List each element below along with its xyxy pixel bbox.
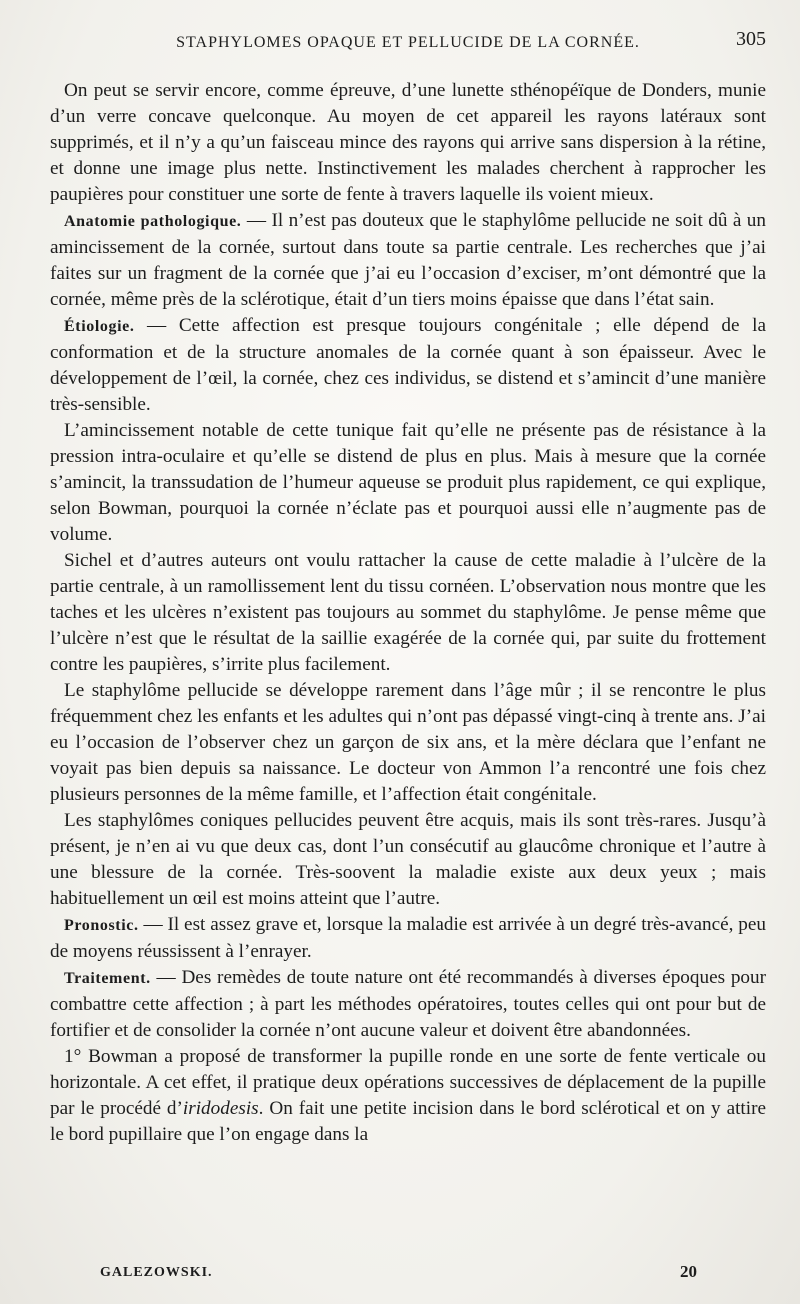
section-heading: Anatomie pathologique. xyxy=(64,213,242,230)
page-footer xyxy=(100,1262,700,1286)
page-number: 305 xyxy=(736,28,766,50)
paragraph-text: . On fait une petite incision dans le bord sclérotical et on y attire le bord pupillaire que l’on engage dans la xyxy=(50,1098,766,1145)
paragraph-etiologie xyxy=(50,313,766,418)
paragraph-anatomie xyxy=(50,208,766,313)
paragraph xyxy=(50,548,766,678)
paragraph-text: — Il n’est pas douteux que le staphylôme pellucide ne soit dû à un amincissement de la cornée, surtout dans toute sa partie centrale. Les recherches que j’ai faites sur un fragment de la cornée que j’ai eu l’occasion d’exciser, m’ont démontré que la cornée, même près de la sclérotique, était d’un tiers moins épaisse que dans l’état sain. xyxy=(50,210,766,310)
paragraph xyxy=(50,78,766,208)
section-heading: Pronostic. xyxy=(64,917,139,934)
paragraph-text: 1° Bowman a proposé de transformer la pupille ronde en une sorte de fente verticale ou horizontale. A cet effet, il pratique deux opérations successives de déplacement de la pupille par le procédé d’ xyxy=(50,1046,766,1119)
paragraph-text: On peut se servir encore, comme épreuve, d’une lunette sthénopéïque de Donders, munie d’un verre concave quelconque. Au moyen de cet appareil les rayons latéraux sont supprimés, et il n’y a qu’un faisceau mince des rayons qui arrive sans dispersion à la rétine, et donne une image plus nette. Instinctivement les malades cherchent à rapprocher les paupières pour constituer une sorte de fente à travers laquelle ils voient mieux. xyxy=(50,80,766,205)
paragraph-text: — Des remèdes de toute nature ont été recommandés à diverses époques pour combattre cette affection ; à part les méthodes opératoires, toutes celles qui ont pour but de fortifier et de consolider la cornée n’ont aucune valeur et doivent être abandonnées. xyxy=(50,967,766,1041)
paragraph-text: — Il est assez grave et, lorsque la maladie est arrivée à un degré très-avancé, peu de moyens réussissent à l’enrayer. xyxy=(50,914,766,962)
sheet-number: 20 xyxy=(680,1262,697,1281)
paragraph-text: — Cette affection est presque toujours congénitale ; elle dépend de la conformation et de la structure anomales de la cornée quant à son épaisseur. Avec le développement de l’œil, la cornée, chez ces individus, se distend et s’amincit d’une manière très-sensible. xyxy=(50,315,766,415)
paragraph-traitement xyxy=(50,965,766,1044)
paragraph-pronostic xyxy=(50,912,766,965)
page-header xyxy=(50,28,766,64)
italic-term: iridodesis xyxy=(182,1098,259,1119)
signature-mark: GALEZOWSKI. xyxy=(100,1265,213,1280)
paragraph-text: Le staphylôme pellucide se développe rarement dans l’âge mûr ; il se rencontre le plus fréquemment chez les enfants et les adultes qui n’ont pas dépassé vingt-cinq à trente ans. J’ai eu l’occasion de l’observer chez un garçon de six ans, et la mère déclara que l’enfant ne voyait pas bien depuis sa naissance. Le docteur von Ammon l’a rencontré une fois chez plusieurs personnes de la même famille, et l’affection était congénitale. xyxy=(50,680,766,805)
paragraph-text: Sichel et d’autres auteurs ont voulu rattacher la cause de cette maladie à l’ulcère de la partie centrale, à un ramollissement lent du tissu cornéen. L’observation nous montre que les taches et les ulcères n’existent pas toujours au sommet du staphylôme. Je pense même que l’ulcère n’est que le résultat de la saillie exagérée de la cornée qui, par suite du frottement contre les paupières, s’irrite plus facilement. xyxy=(50,550,766,675)
paragraph-bowman xyxy=(50,1044,766,1148)
paragraph xyxy=(50,418,766,548)
paragraph-text: Les staphylômes coniques pellucides peuvent être acquis, mais ils sont très-rares. Jusqu’à présent, je n’en ai vu que deux cas, dont l’un consécutif au glaucôme chronique et l’autre à une blessure de la cornée. Très-soovent la maladie existe aux deux yeux ; mais habituellement un œil est moins atteint que l’autre. xyxy=(50,810,766,909)
running-title: STAPHYLOMES OPAQUE ET PELLUCIDE DE LA CORNÉE. xyxy=(176,34,640,51)
paragraph-text: L’amincissement notable de cette tunique fait qu’elle ne présente pas de résistance à la pression intra-oculaire et qu’elle se distend de plus en plus. Mais à mesure que la cornée s’amincit, la transsudation de l’humeur aqueuse se produit plus rapidement, ce qui explique, selon Bowman, pourquoi la cornée n’éclate pas et pourquoi aussi elle n’augmente pas de volume. xyxy=(50,420,766,545)
paragraph xyxy=(50,678,766,808)
section-heading: Étiologie. xyxy=(64,318,135,335)
section-heading: Traitement. xyxy=(64,970,151,987)
page-body xyxy=(50,78,766,1148)
paragraph xyxy=(50,808,766,912)
